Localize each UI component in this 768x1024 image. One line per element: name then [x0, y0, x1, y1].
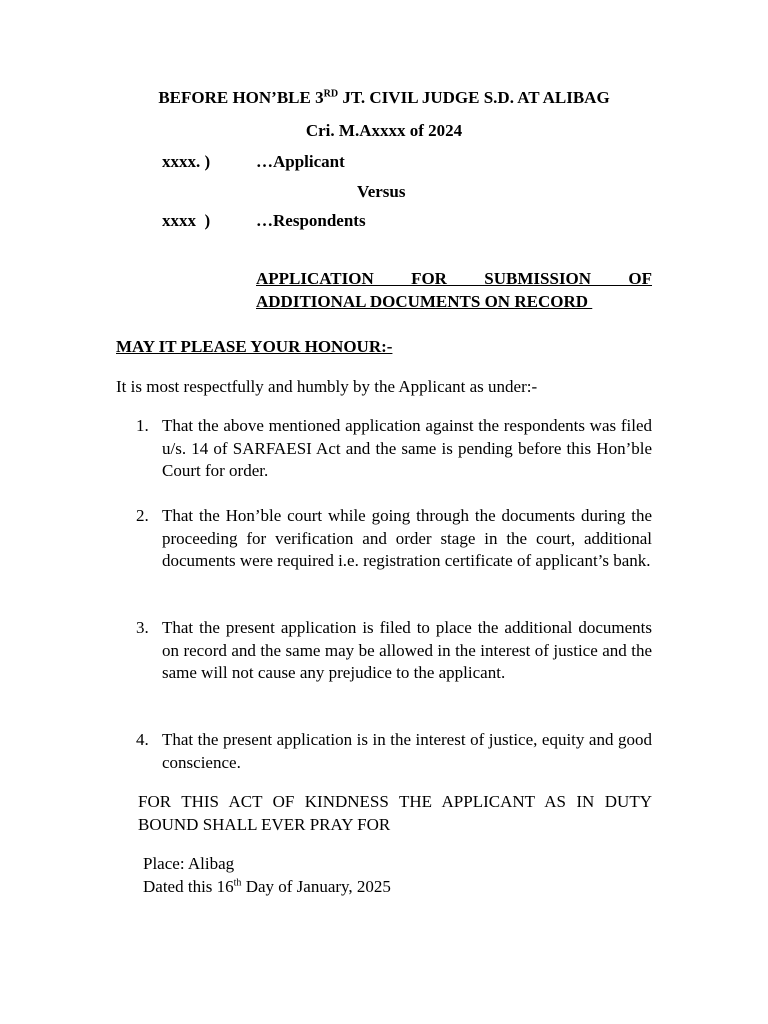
- court-title-prefix: BEFORE HON’BLE 3: [158, 88, 324, 107]
- dated-superscript: th: [233, 877, 242, 889]
- application-title-line-1: APPLICATION FOR SUBMISSION OF: [256, 269, 652, 288]
- applicant-role: …Applicant: [256, 152, 345, 171]
- dated-suffix: Day of January, 2025: [241, 877, 391, 896]
- intro-text: It is most respectfully and humbly by the Applicant as under:-: [116, 377, 538, 396]
- paragraph-number: 1.: [136, 416, 149, 435]
- paragraph-text: That the present application is in the interest of justice, equity and good conscience.: [162, 730, 652, 772]
- dated-line: [143, 876, 391, 899]
- prayer-line-1: FOR THIS ACT OF KINDNESS THE APPLICANT AS IN DUTY: [138, 792, 652, 811]
- case-number: Cri. M.Axxxx of 2024: [305, 121, 463, 140]
- court-title-superscript: RD: [323, 88, 339, 100]
- place-line: Place: Alibag: [143, 854, 235, 873]
- application-title: [256, 268, 652, 313]
- court-title-suffix: JT. CIVIL JUDGE S.D. AT ALIBAG: [338, 88, 610, 107]
- dated-prefix: Dated this 16: [143, 877, 234, 896]
- application-title-line-2: ADDITIONAL DOCUMENTS ON RECORD: [256, 291, 593, 311]
- paragraph-number: 4.: [136, 730, 149, 749]
- paragraph-text: That the above mentioned application against the respondents was filed u/s. 14 of SARFAESI Act and the same is pending before this Hon’ble Court for order.: [162, 416, 652, 480]
- salutation: MAY IT PLEASE YOUR HONOUR:-: [116, 337, 393, 356]
- respondent-role: …Respondents: [256, 211, 366, 230]
- paragraph-number: 3.: [136, 618, 149, 637]
- paragraph-text: That the Hon’ble court while going through the documents during the proceeding for verification and order stage in the court, additional documents were required i.e. registration certificate of applicant’s bank.: [162, 506, 652, 570]
- prayer-line-2: BOUND SHALL EVER PRAY FOR: [138, 814, 391, 834]
- paragraph-text: That the present application is filed to place the additional documents on record and the same may be allowed in the interest of justice and the same will not cause any prejudice to the applicant.: [162, 618, 652, 682]
- respondent-name: xxxx ): [162, 211, 211, 230]
- prayer-clause: [138, 791, 652, 836]
- paragraph-number: 2.: [136, 506, 149, 525]
- court-title: [0, 87, 768, 110]
- versus-label: Versus: [357, 182, 406, 201]
- applicant-name: xxxx. ): [162, 152, 211, 171]
